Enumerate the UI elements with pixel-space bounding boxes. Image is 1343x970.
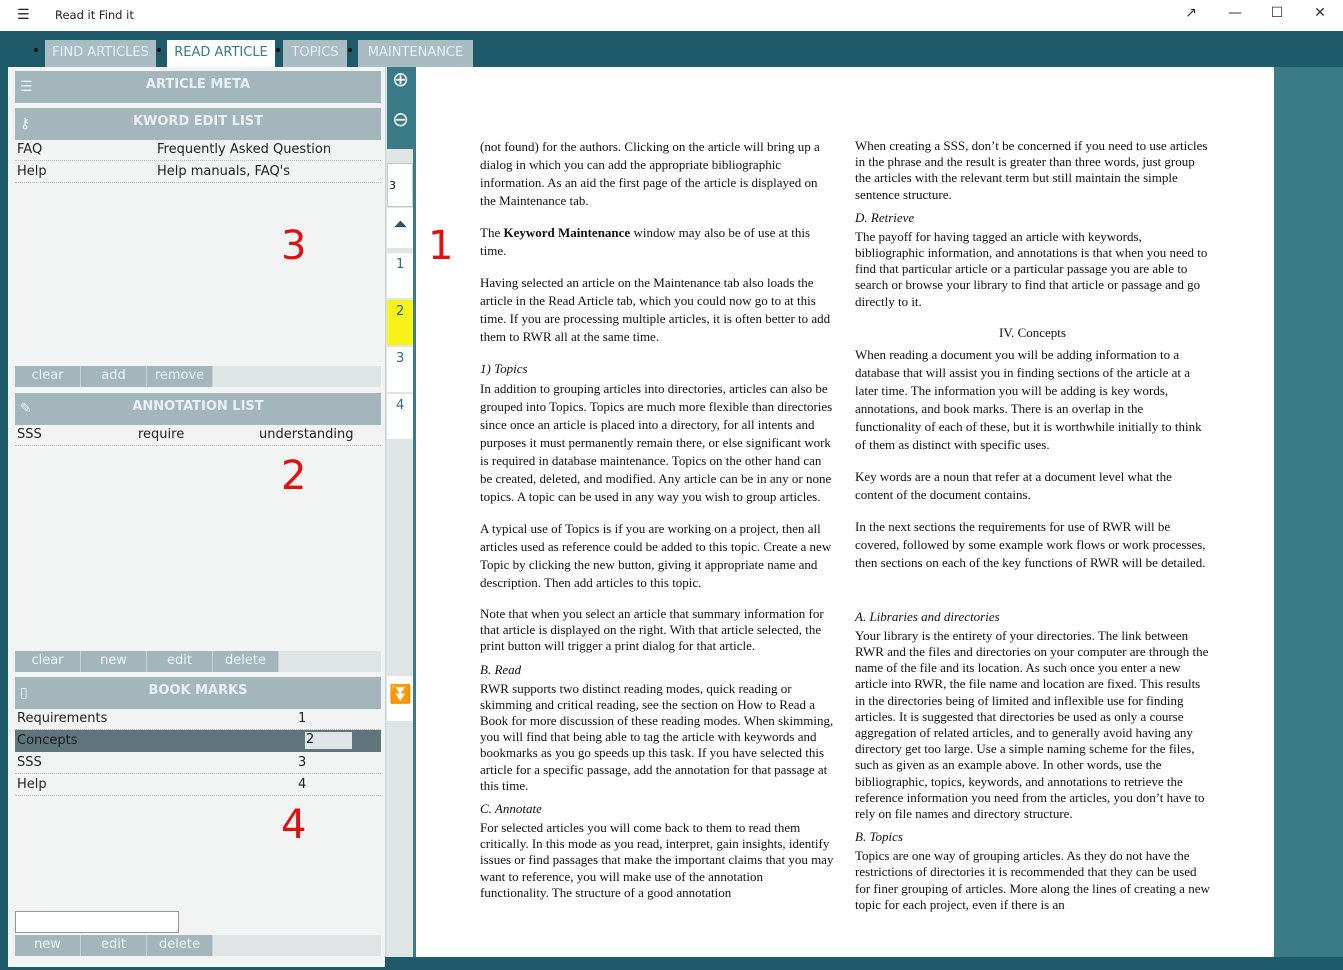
annotation-col-b: require	[138, 427, 185, 442]
bookmark-name: Help	[17, 777, 47, 792]
paragraph: The payoff for having tagged an article with keywords, bibliographic information, and annotations is that when you need to find that particular article or a particular passage you are able to search or browse your library to find that article or passage and go directly to it.	[855, 228, 1208, 309]
kword-key: Help	[17, 164, 47, 179]
bookmark-row[interactable]	[15, 752, 381, 774]
bookmark-name: Requirements	[17, 711, 108, 726]
bookmark-name-input[interactable]	[15, 911, 179, 933]
paragraph: (not found) for the authors. Clicking on the article will bring up a dialog in which you can add the appropriate bibliographic information. As an aid the first page of the article is displayed on the Maintenance tab.	[480, 139, 820, 208]
window-title: Read it Find it	[55, 8, 134, 22]
paragraph: When reading a document you will be adding information to a database that will assist you in finding sections of the article at a later time. The information you will be adding is key words, annotations, and book marks. There is an overlap in the functionality of each of these, but it is worthwhile initially to think of them as distinct with specific uses.	[855, 346, 1202, 452]
paragraph: RWR supports two distinct reading modes, quick reading or skimming and critical reading, see the section on How to Read a Book for more discussion of these reading modes. When skimming, you will find that being able to tag the article with keywords and bookmarks as you go speeds up this task. If you have selected this article for a specific passage, add the annotation for that passage at this time.	[480, 680, 834, 793]
paragraph: A typical use of Topics is if you are working on a project, then all articles used as reference could be added to this topic. Create a new Topic by clicking the new button, giving it appropriate name and description. Then add articles to this topic.	[480, 521, 832, 590]
annotation-clear-button[interactable]: clear	[15, 651, 81, 672]
tab-read-article[interactable]: READ ARTICLE	[167, 40, 275, 67]
bookmark-row[interactable]	[15, 774, 381, 796]
bold-text: Keyword Maintenance	[503, 225, 631, 240]
tab-dot	[276, 48, 280, 52]
paragraph	[480, 224, 835, 260]
bookmarks-header[interactable]	[15, 677, 381, 709]
bookmark-delete-button[interactable]: delete	[147, 935, 213, 956]
current-page-field[interactable]: 3	[387, 163, 413, 207]
kword-edit-list-title: KWORD EDIT LIST	[132, 114, 264, 129]
close-icon[interactable]: ✕	[1314, 5, 1326, 21]
tab-dot	[34, 48, 38, 52]
tab-bar	[0, 31, 1343, 67]
annotation-new-button[interactable]: new	[81, 651, 147, 672]
paragraph: Key words are a noun that refer at a document level what the content of the document contains.	[855, 468, 1172, 502]
kword-row[interactable]	[15, 139, 381, 161]
list-icon: ☰	[20, 79, 33, 95]
maximize-icon[interactable]: ☐	[1270, 5, 1284, 21]
document-icon: ▯	[20, 685, 28, 701]
tab-dot	[348, 48, 352, 52]
bookmark-button-bar	[15, 935, 381, 956]
paragraph: Note that when you select an article that summary information for that article is displayed on the right. With that article selected, the print button will trigger a print dialog for that article.	[480, 606, 824, 654]
bookmark-name: SSS	[17, 755, 42, 770]
section-heading: IV. Concepts	[999, 324, 1066, 340]
paragraph: When creating a SSS, don’t be concerned if you need to use articles in the phrase and the result is greater than three words, just group the articles with the relevant term but still maintain the simple sentence structure.	[855, 138, 1208, 202]
callout-1: 1	[428, 223, 454, 269]
subheading: D. Retrieve	[855, 209, 915, 225]
paragraph: In the next sections the requirements for use of RWR will be covered, followed by some example work flows or work processes, then sections on each of the key functions of RWR will be detailed.	[855, 518, 1206, 570]
text-run: window may also be of use at this time.	[480, 225, 811, 258]
annotation-col-a: SSS	[17, 427, 42, 442]
kword-edit-list-header[interactable]	[15, 108, 381, 140]
subheading: A. Libraries and directories	[855, 608, 1000, 624]
subheading: B. Topics	[855, 829, 903, 845]
title-bar	[0, 0, 1343, 31]
bookmark-page: 3	[298, 755, 307, 770]
tab-topics[interactable]: TOPICS	[283, 40, 347, 67]
subheading: 1) Topics	[480, 361, 528, 376]
page-button-3[interactable]: 3	[387, 347, 414, 393]
text-run: The	[480, 225, 504, 240]
zoom-out-icon[interactable]: ⊖	[387, 107, 414, 149]
tab-maintenance[interactable]: MAINTENANCE	[358, 40, 473, 67]
page-button-2[interactable]: 2	[387, 300, 414, 346]
paragraph: Topics are one way of grouping articles. As they do not have the restrictions of directories it is recommended that they can be used for finer grouping of articles. More along the lines of creating a new topic for each project, even if there is an	[855, 848, 1210, 912]
kword-desc: Frequently Asked Question	[157, 142, 332, 157]
bookmark-page: 4	[298, 777, 307, 792]
bookmark-page: 1	[298, 711, 307, 726]
bookmarks-title: BOOK MARKS	[148, 683, 248, 698]
scroll-up-icon[interactable]: ⏶	[387, 208, 414, 248]
tab-dot	[157, 48, 161, 52]
tab-find-articles[interactable]: FIND ARTICLES	[45, 40, 156, 67]
kword-remove-button[interactable]: remove	[147, 366, 213, 387]
page-button-1[interactable]: 1	[387, 253, 414, 299]
callout-4: 4	[281, 802, 307, 848]
paragraph: For selected articles you will come back to them to read them critically. In this mode as you read, interpret, gain insights, identify issues or find passages that make the important claims that you may want to reference, you will make use of the annotation functionality. The structure of a good annotation	[480, 820, 834, 900]
subheading: B. Read	[480, 661, 522, 677]
annotation-col-c: understanding	[259, 427, 354, 442]
annotation-list-title: ANNOTATION LIST	[132, 399, 264, 414]
paragraph: In addition to grouping articles into directories, articles can also be grouped into Topics. Topics are much more flexible than directories since once an article is placed into a directory, for all intents and purposes it must permanently remain there, or else significant work is required in database maintenance. Topics on the other hand can be created, deleted, and modified. Any article can be in any or none topics. A topic can be used in any way you wish to group articles.	[480, 381, 833, 504]
bookmark-name: Concepts	[17, 733, 78, 748]
zoom-in-icon[interactable]: ⊕	[387, 67, 414, 107]
callout-3: 3	[281, 223, 307, 269]
annotation-list-header[interactable]	[15, 393, 381, 425]
paragraph: Having selected an article on the Maintenance tab also loads the article in the Read Article tab, which you could now go to at this time. If you are processing multiple articles, it is often better to add them to RWR all at the same time.	[480, 275, 831, 344]
hamburger-icon[interactable]: ☰	[17, 7, 30, 23]
page-button-4[interactable]: 4	[387, 394, 414, 440]
kword-desc: Help manuals, FAQ's	[157, 164, 291, 179]
kword-clear-button[interactable]: clear	[15, 366, 81, 387]
article-meta-header[interactable]	[15, 71, 381, 103]
bookmark-edit-button[interactable]: edit	[81, 935, 147, 956]
kword-add-button[interactable]: add	[81, 366, 147, 387]
left-panel	[8, 67, 385, 967]
edit-icon: ✎	[20, 401, 32, 417]
paragraph: Your library is the entirety of your directories. The link between RWR and the files and directories on your computer are through the name of the file and its location. As such once you enter a new article into RWR, the file name and location are fixed. This results in the directories being of limited and inflexible use for finding articles. It is suggested that directories be used as only a course aggregation of related articles, and to generally avoid having any directory get too large. Use a simple naming scheme for the files, such as given as an example above. In other words, use the bibliographic, topics, keywords, and annotations to retrieve the reference information you need from the articles, you don’t have to rely on file names and directory structure.	[855, 627, 1209, 822]
document-right-column	[855, 138, 1210, 927]
article-meta-title: ARTICLE META	[145, 77, 251, 92]
annotation-button-bar	[15, 651, 381, 672]
scroll-down-icon[interactable]: ⏬	[387, 676, 414, 721]
expand-icon[interactable]: ↗	[1185, 5, 1197, 21]
annotation-edit-button[interactable]: edit	[147, 651, 213, 672]
annotation-delete-button[interactable]: delete	[213, 651, 279, 672]
kword-button-bar	[15, 366, 381, 387]
bookmark-row[interactable]	[15, 708, 381, 730]
minimize-icon[interactable]: —	[1228, 5, 1242, 21]
key-icon: ⚷	[20, 116, 31, 132]
callout-2: 2	[281, 453, 307, 499]
annotation-row[interactable]	[15, 424, 381, 446]
page-nav-strip	[385, 67, 413, 957]
subheading: C. Annotate	[480, 801, 542, 817]
bookmark-new-button[interactable]: new	[15, 935, 81, 956]
bookmark-row-selected[interactable]	[15, 730, 381, 752]
kword-key: FAQ	[17, 142, 43, 157]
document-left-column	[480, 138, 835, 915]
kword-row[interactable]	[15, 161, 381, 183]
bookmark-page[interactable]: 2	[305, 732, 352, 749]
